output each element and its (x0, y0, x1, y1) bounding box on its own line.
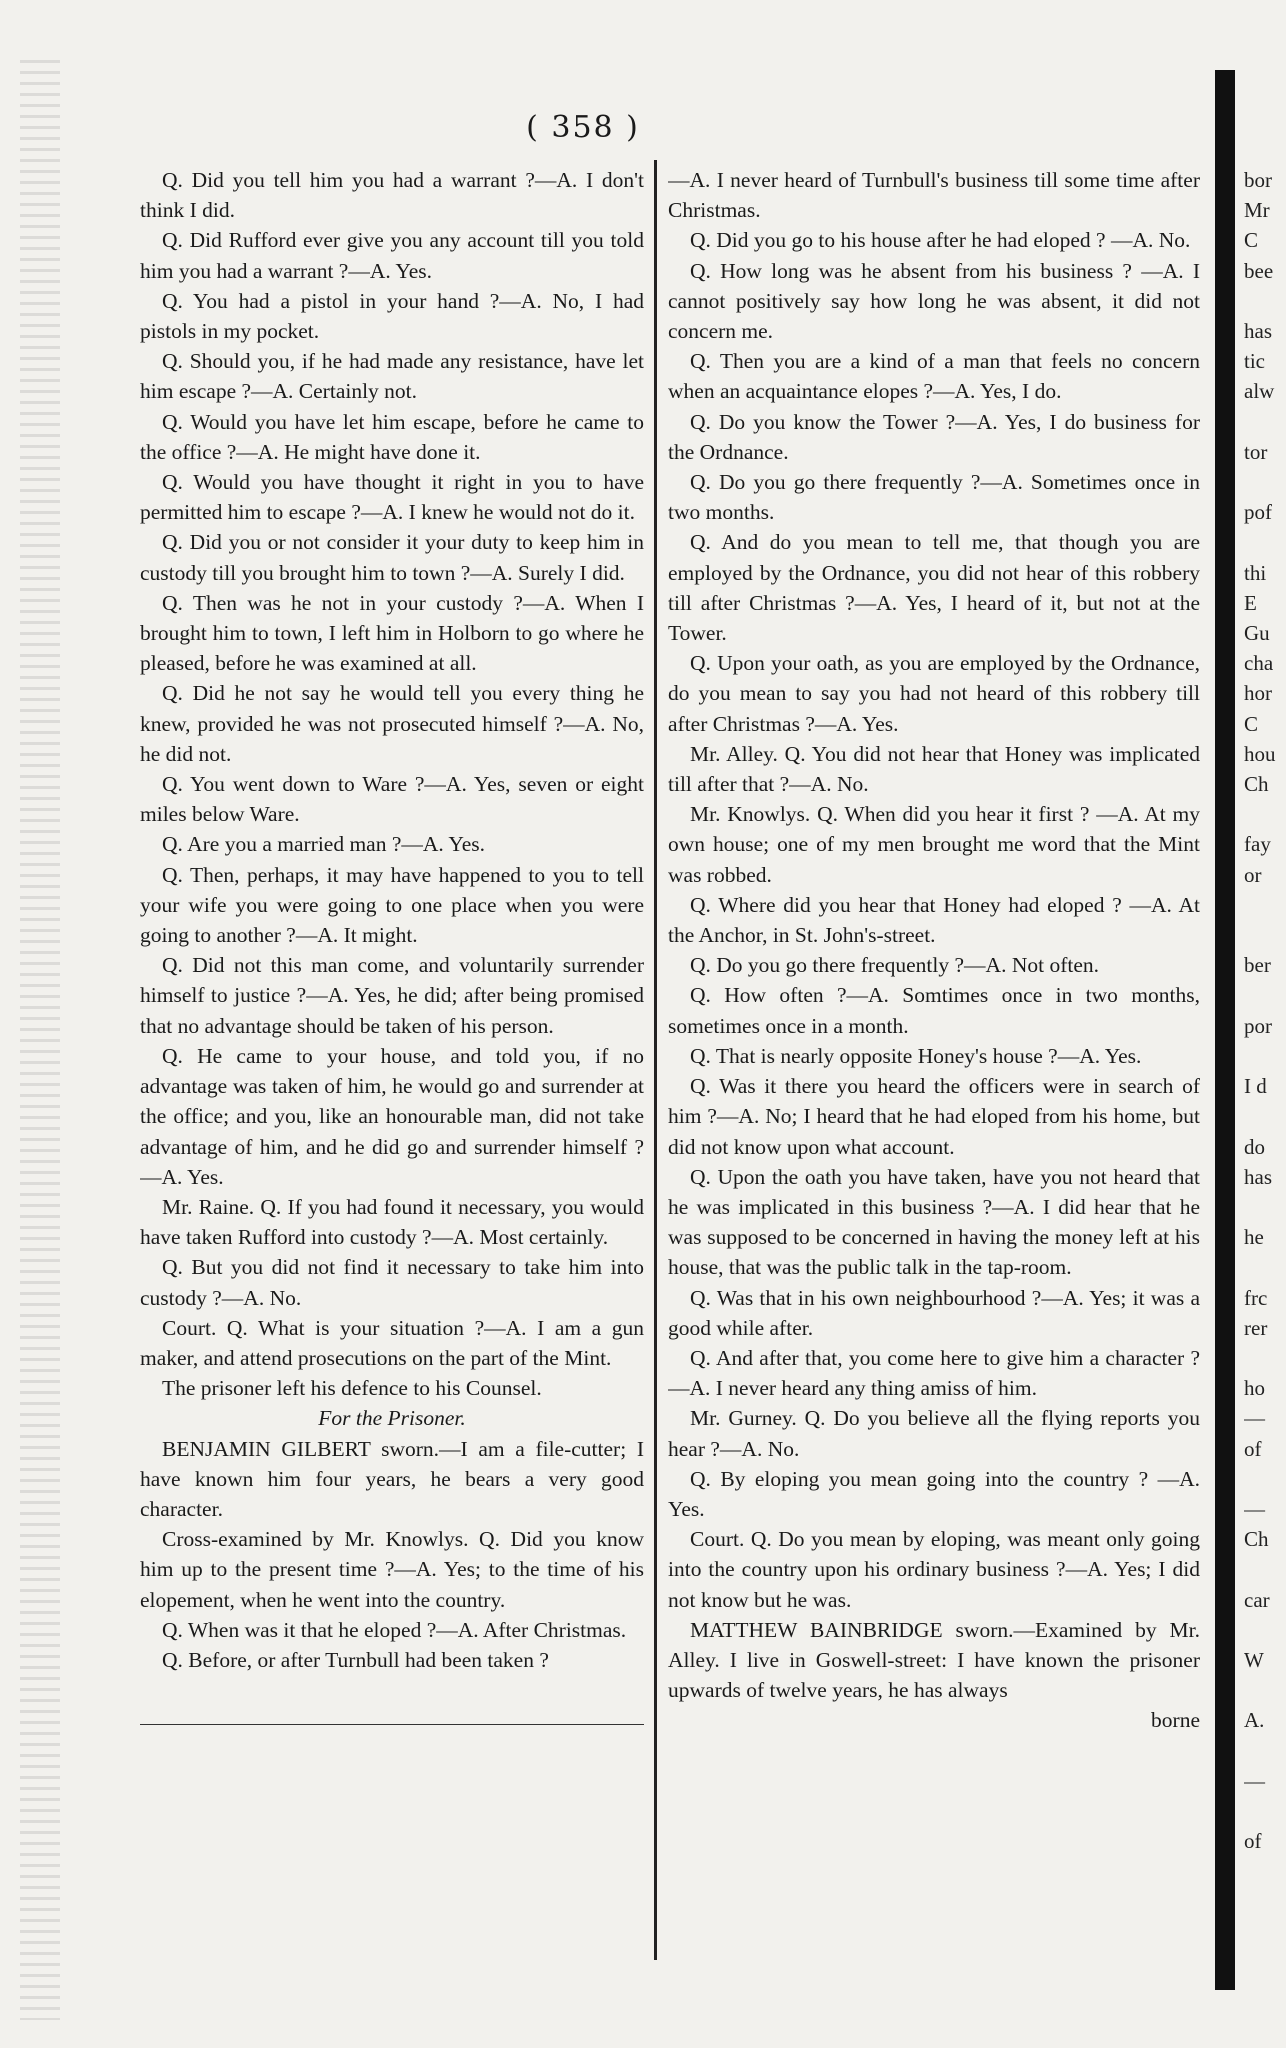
edge-fragment: — (1244, 1496, 1265, 1521)
left-column (140, 165, 644, 1935)
edge-fragment: has (1244, 319, 1272, 344)
edge-fragment: Gu (1244, 621, 1270, 646)
paragraph: Q. Did you or not consider it your duty to keep him in custody till you brought him to town ?—A. Surely I did. (140, 530, 644, 585)
paragraph: Q. Then, perhaps, it may have happened to you to tell your wife you were going to one place when you were going to another ?—A. It might. (140, 862, 644, 948)
paragraph: Cross-examined by Mr. Knowlys. Q. Did you know him up to the present time ?—A. Yes; to the time of his elopement, when he went into the country. (140, 1527, 644, 1612)
paragraph: Mr. Gurney. Q. Do you believe all the flying reports you hear ?—A. No. (668, 1406, 1200, 1461)
paragraph: Q. Do you go there frequently ?—A. Not often. (690, 953, 1099, 978)
edge-fragment (1244, 1343, 1286, 1373)
edge-fragment (1244, 527, 1286, 557)
paragraph: Q. Would you have let him escape, before he came to the office ?—A. He might have done it. (140, 409, 644, 464)
edge-fragment (1244, 1736, 1286, 1766)
paragraph: Q. He came to your house, and told you, if no advantage was taken of him, he would go and surrender at the office; and you, like an honourable man, did not take advantage of him, and he did go and surrender himself ?—A. Yes. (140, 1043, 644, 1189)
edge-fragment (1244, 1675, 1286, 1705)
paragraph: MATTHEW BAINBRIDGE sworn.—Examined by Mr. Alley. I live in Goswell-street: I have known the prisoner upwards of twelve years, he has always (668, 1617, 1200, 1703)
edge-fragment: Ch (1244, 1527, 1269, 1552)
edge-fragment: rer (1244, 1315, 1268, 1340)
edge-fragment: bee (1244, 258, 1274, 283)
edge-fragment: tor (1244, 439, 1268, 464)
edge-fragment: or (1244, 862, 1262, 887)
edge-fragment (1244, 1464, 1286, 1494)
paragraph: Q. Was that in his own neighbourhood ?—A. Yes; it was a good while after. (668, 1285, 1200, 1340)
paragraph: Q. Did you tell him you had a warrant ?—A. I don't think I did. (140, 168, 644, 223)
next-page-edge (1244, 165, 1286, 1995)
edge-fragment (1244, 1615, 1286, 1645)
edge-fragment: of (1244, 1829, 1262, 1854)
edge-fragment: pof (1244, 500, 1272, 525)
paragraph: Q. Did you go to his house after he had eloped ? —A. No. (690, 228, 1191, 253)
edge-fragment: car (1244, 1587, 1270, 1612)
paragraph: Q. Then was he not in your custody ?—A. When I brought him to town, I left him in Holborn to go where he pleased, before he was examined at all. (140, 590, 644, 676)
edge-fragment: Mr (1244, 198, 1270, 223)
paragraph: Mr. Alley. Q. You did not hear that Honey was implicated till after that ?—A. No. (668, 741, 1200, 797)
edge-fragment (1244, 1796, 1286, 1826)
edge-fragment: do (1244, 1134, 1265, 1159)
paragraph: Mr. Raine. Q. If you had found it necessary, you would have taken Rufford into custody ?—A. Most certainly. (140, 1194, 644, 1250)
edge-fragment: cha (1244, 651, 1274, 676)
paragraph: Q. You went down to Ware ?—A. Yes, seven or eight miles below Ware. (140, 772, 644, 827)
edge-fragment (1244, 467, 1286, 497)
edge-fragment: he (1244, 1225, 1264, 1250)
edge-fragment (1244, 1554, 1286, 1584)
paragraph: Q. How often ?—A. Somtimes once in two months, sometimes once in a month. (668, 983, 1200, 1038)
paragraph: Q. Did he not say he would tell you every thing he knew, provided he was not prosecuted himself ?—A. No, he did not. (140, 681, 644, 766)
binding-edge (20, 60, 60, 2020)
edge-fragment: Ch (1244, 772, 1269, 797)
edge-fragment: tic (1244, 349, 1265, 374)
paragraph: The prisoner left his defence to his Counsel. (162, 1376, 542, 1401)
paragraph: Q. Where did you hear that Honey had eloped ? —A. At the Anchor, in St. John's-street. (668, 892, 1200, 948)
paragraph: Q. Did not this man come, and voluntarily surrender himself to justice ?—A. Yes, he did; after being promised that no advantage should be taken of his person. (140, 953, 644, 1038)
edge-fragment: A. (1244, 1708, 1265, 1733)
edge-fragment: C (1244, 228, 1259, 253)
paragraph: borne (1151, 1708, 1200, 1733)
edge-fragment (1244, 1252, 1286, 1282)
paragraph: Q. When was it that he eloped ?—A. After Christmas. (162, 1617, 627, 1642)
right-column (668, 165, 1200, 1975)
edge-fragment (1244, 1041, 1286, 1071)
edge-fragment (1244, 890, 1286, 920)
edge-fragment (1244, 1101, 1286, 1131)
edge-fragment (1244, 407, 1286, 437)
edge-fragment: E (1244, 590, 1257, 615)
paragraph: Q. Upon the oath you have taken, have you not heard that he was implicated in this business ?—A. I did hear that he was supposed to be concerned in having the money left at his house, that was the public talk in the tap-room. (668, 1164, 1200, 1280)
paragraph: Q. Would you have thought it right in you to have permitted him to escape ?—A. I knew he would not do it. (140, 470, 644, 525)
edge-fragment (1244, 286, 1286, 316)
edge-fragment: thi (1244, 560, 1267, 585)
paragraph: Q. And do you mean to tell me, that though you are employed by the Ordnance, you did not hear of this robbery till after Christmas ?—A. Yes, I heard of it, but not at the Tower. (668, 530, 1200, 646)
edge-fragment (1244, 799, 1286, 829)
paragraph: Q. That is nearly opposite Honey's house ?—A. Yes. (690, 1043, 1142, 1068)
edge-fragment: has (1244, 1164, 1272, 1189)
page-gutter-shadow (1215, 70, 1235, 1990)
paragraph: Court. Q. Do you mean by eloping, was meant only going into the country upon his ordinary business ?—A. Yes; I did not know but he was. (668, 1527, 1200, 1612)
paragraph: Q. And after that, you come here to give him a character ?—A. I never heard any thing amiss of him. (668, 1345, 1200, 1401)
edge-fragment: C (1244, 711, 1259, 736)
paragraph: BENJAMIN GILBERT sworn.—I am a file-cutter; I have known him four years, he bears a very good character. (140, 1436, 644, 1521)
edge-fragment: por (1244, 1013, 1272, 1038)
paragraph: Mr. Knowlys. Q. When did you hear it first ? —A. At my own house; one of my men brought me word that the Mint was robbed. (668, 802, 1200, 887)
paragraph: Q. Then you are a kind of a man that feels no concern when an acquaintance elopes ?—A. Yes, I do. (668, 349, 1200, 404)
edge-fragment: ber (1244, 953, 1271, 978)
scan-rule (140, 1724, 644, 1725)
edge-fragment: ho (1244, 1376, 1265, 1401)
edge-fragment: of (1244, 1436, 1262, 1461)
paragraph: Q. You had a pistol in your hand ?—A. No, I had pistols in my pocket. (140, 288, 644, 344)
paragraph: Q. Are you a married man ?—A. Yes. (162, 832, 486, 857)
paragraph: Court. Q. What is your situation ?—A. I am a gun maker, and attend prosecutions on the part of the Mint. (140, 1315, 644, 1370)
edge-fragment: hou (1244, 741, 1276, 766)
edge-fragment: frc (1244, 1285, 1268, 1310)
page-number: ( 358 ) (526, 110, 640, 145)
edge-fragment: hor (1244, 681, 1272, 706)
paragraph: Q. Upon your oath, as you are employed by the Ordnance, do you mean to say you had not heard of this robbery till after Christmas ?—A. Yes. (668, 651, 1200, 736)
column-divider (654, 160, 657, 1960)
paragraph: Q. But you did not find it necessary to take him into custody ?—A. No. (140, 1255, 644, 1310)
paragraph: Q. Do you know the Tower ?—A. Yes, I do business for the Ordnance. (668, 409, 1200, 464)
edge-fragment: alw (1244, 379, 1275, 404)
edge-fragment: fay (1244, 832, 1271, 857)
edge-fragment (1244, 920, 1286, 950)
paragraph: —A. I never heard of Turnbull's business till some time after Christmas. (668, 168, 1200, 223)
edge-fragment: — (1244, 1406, 1265, 1431)
paragraph: Q. Before, or after Turnbull had been taken ? (162, 1647, 549, 1672)
edge-fragment: — (1244, 1768, 1265, 1793)
edge-fragment (1244, 980, 1286, 1010)
edge-fragment: W (1244, 1647, 1264, 1672)
paragraph: Q. How long was he absent from his business ? —A. I cannot positively say how long he was absent, it did not concern me. (668, 258, 1200, 344)
edge-fragment (1244, 1192, 1286, 1222)
paragraph: Q. Do you go there frequently ?—A. Sometimes once in two months. (668, 470, 1200, 525)
edge-fragment: bor (1244, 168, 1272, 192)
paragraph: Q. By eloping you mean going into the country ? —A. Yes. (668, 1466, 1200, 1521)
edge-fragment: I d (1244, 1074, 1267, 1099)
paragraph: Q. Was it there you heard the officers were in search of him ?—A. No; I heard that he had eloped from his home, but did not know upon what account. (668, 1074, 1200, 1159)
paragraph: Q. Should you, if he had made any resistance, have let him escape ?—A. Certainly not. (140, 349, 644, 404)
paragraph: Q. Did Rufford ever give you any account till you told him you had a warrant ?—A. Yes. (140, 228, 644, 283)
paragraph: For the Prisoner. (318, 1406, 466, 1431)
